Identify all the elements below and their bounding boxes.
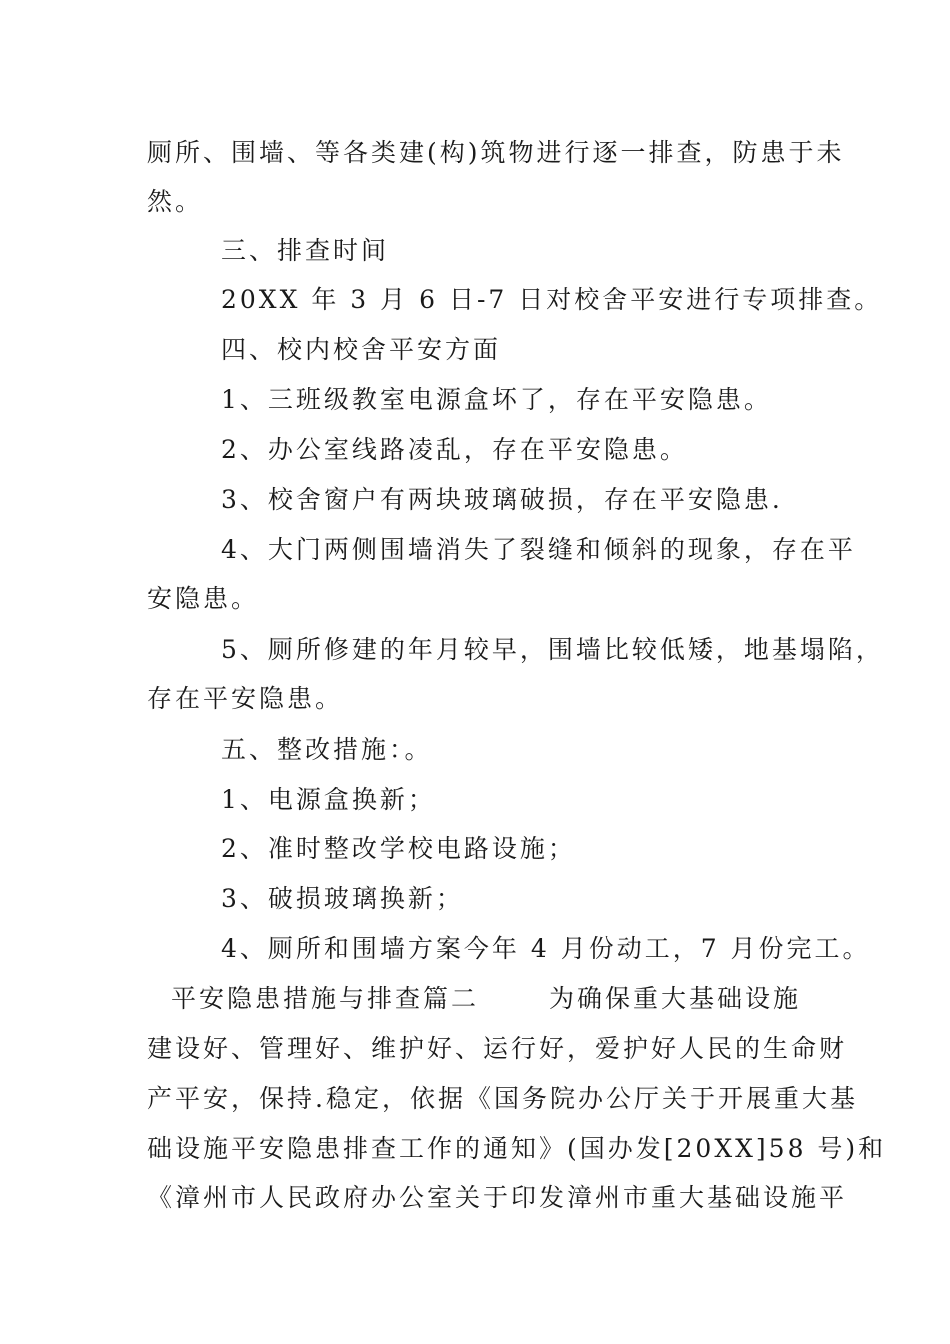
article-title: 平安隐患措施与排查篇二 [171, 984, 480, 1013]
list-item: 4、大门两侧围墙消失了裂缝和倾斜的现象，存在平 [221, 535, 856, 564]
list-item: 2、准时整改学校电路设施； [221, 834, 576, 863]
section-heading: 五、整改措施：。 [221, 735, 433, 764]
list-item: 2、办公室线路凌乱，存在平安隐患。 [221, 435, 688, 464]
paragraph-line: 厕所、围墙、等各类建(构)筑物进行逐一排查，防患于未 [147, 138, 845, 167]
list-item: 3、破损玻璃换新； [221, 884, 464, 913]
list-item-continuation: 存在平安隐患。 [147, 684, 344, 713]
list-item: 1、电源盒换新； [221, 785, 436, 814]
paragraph-line: 然。 [147, 187, 204, 216]
paragraph-line: 20XX 年 3 月 6 日-7 日对校舍平安进行专项排查。 [221, 285, 883, 314]
paragraph-line: 础设施平安隐患排查工作的通知》(国办发[20XX]58 号)和 [147, 1134, 887, 1163]
article-intro: 为确保重大基础设施 [549, 984, 802, 1013]
list-item: 3、校舍窗户有两块玻璃破损，存在平安隐患. [221, 485, 783, 514]
list-item-continuation: 安隐患。 [147, 584, 260, 613]
section-heading: 四、校内校舍平安方面 [221, 335, 502, 364]
article-title-line [171, 984, 801, 1014]
paragraph-line: 产平安，保持.稳定，依据《国务院办公厅关于开展重大基 [147, 1084, 858, 1113]
paragraph-line: 建设好、管理好、维护好、运行好，爱护好人民的生命财 [147, 1034, 848, 1063]
list-item: 4、厕所和围墙方案今年 4 月份动工，7 月份完工。 [221, 934, 871, 963]
list-item: 1、三班级教室电源盒坏了，存在平安隐患。 [221, 385, 772, 414]
paragraph-line: 《漳州市人民政府办公室关于印发漳州市重大基础设施平 [147, 1183, 848, 1212]
section-heading: 三、排查时间 [221, 236, 390, 265]
list-item: 5、厕所修建的年月较早，围墙比较低矮，地基塌陷， [221, 635, 884, 664]
